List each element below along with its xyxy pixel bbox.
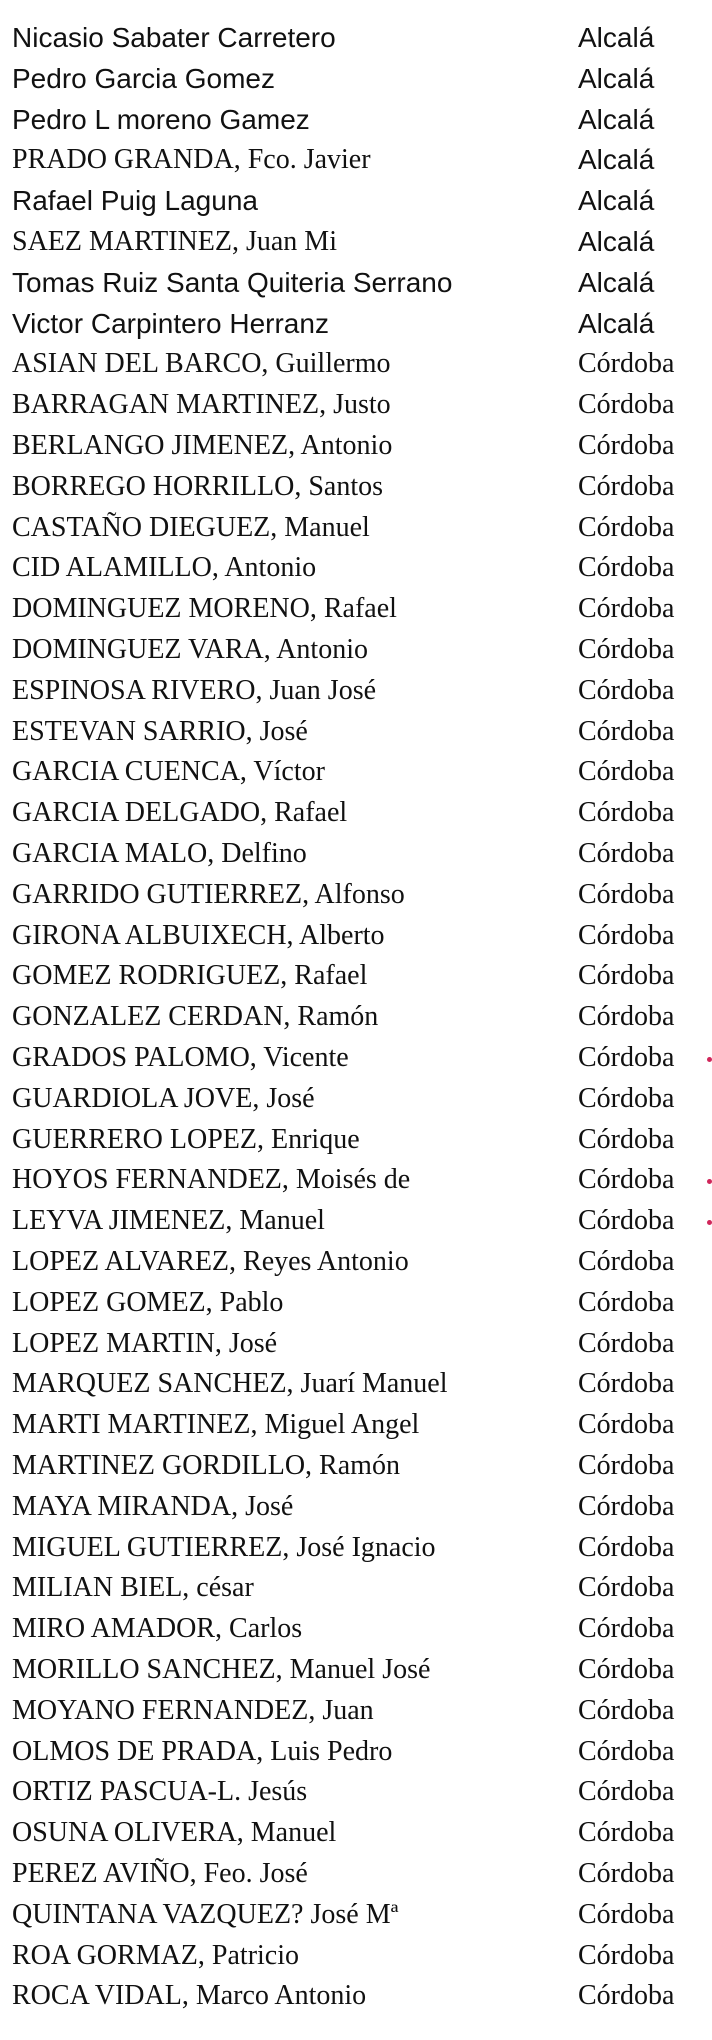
list-row [0, 263, 712, 303]
list-row [0, 1446, 712, 1486]
list-row [0, 1895, 712, 1935]
list-row [0, 1691, 712, 1731]
person-name: OSUNA OLIVERA, Manuel [12, 1817, 337, 1849]
list-row [0, 344, 712, 384]
city-name: Córdoba [578, 389, 675, 421]
list-row [0, 1038, 712, 1078]
person-name: MIGUEL GUTIERREZ, José Ignacio [12, 1531, 436, 1563]
list-row [0, 140, 712, 180]
city-name: Córdoba [578, 1531, 675, 1563]
list-row [0, 1120, 712, 1160]
list-row [0, 671, 712, 711]
person-name: GARCIA CUENCA, Víctor [12, 756, 325, 788]
person-name: GARCIA DELGADO, Rafael [12, 797, 348, 829]
city-name: Córdoba [578, 1205, 675, 1237]
city-name: Córdoba [578, 674, 675, 706]
list-row [0, 875, 712, 915]
list-row [0, 59, 712, 99]
person-name: MILIAN BIEL, césar [12, 1572, 254, 1604]
person-name: OLMOS DE PRADA, Luis Pedro [12, 1735, 393, 1767]
city-name: Alcalá [578, 62, 655, 94]
list-row [0, 956, 712, 996]
list-row [0, 304, 712, 344]
city-name: Alcalá [578, 266, 655, 298]
list-row [0, 834, 712, 874]
person-name: Pedro L moreno Gamez [12, 103, 310, 135]
person-name: CASTAÑO DIEGUEZ, Manuel [12, 511, 370, 543]
person-name: GUERRERO LOPEZ, Enrique [12, 1123, 360, 1155]
list-row [0, 1854, 712, 1894]
city-name: Alcalá [578, 226, 655, 257]
list-row [0, 712, 712, 752]
city-name: Córdoba [578, 960, 675, 992]
list-row [0, 1283, 712, 1323]
person-name: GARCIA MALO, Delfino [12, 838, 307, 869]
city-name: Córdoba [578, 1246, 675, 1277]
city-name: Córdoba [578, 552, 675, 584]
person-name: ESPINOSA RIVERO, Juan José [12, 674, 377, 706]
city-name: Córdoba [578, 1082, 675, 1114]
person-name: SAEZ MARTINEZ, Juan Mi [12, 226, 337, 257]
list-row [0, 1936, 712, 1976]
person-name: MARTI MARTINEZ, Miguel Angel [12, 1409, 420, 1441]
person-name: Victor Carpintero Herranz [12, 307, 329, 339]
city-name: Córdoba [578, 1694, 675, 1726]
city-name: Alcalá [578, 22, 655, 53]
city-name: Córdoba [578, 1409, 675, 1441]
city-name: Córdoba [578, 1450, 675, 1481]
city-name: Alcalá [578, 144, 655, 176]
list-row [0, 426, 712, 466]
city-name: Córdoba [578, 1939, 675, 1971]
city-name: Córdoba [578, 919, 675, 951]
person-name: ESTEVAN SARRIO, José [12, 715, 308, 747]
city-name: Córdoba [578, 1572, 675, 1604]
list-row [0, 1813, 712, 1853]
person-name: PEREZ AVIÑO, Feo. José [12, 1858, 308, 1889]
list-row [0, 18, 712, 58]
person-name: GIRONA ALBUIXECH, Alberto [12, 919, 385, 951]
city-name: Córdoba [578, 430, 675, 461]
city-name: Córdoba [578, 1327, 675, 1359]
person-name: DOMINGUEZ MORENO, Rafael [12, 593, 397, 625]
city-name: Córdoba [578, 1613, 675, 1645]
city-name: Córdoba [578, 1123, 675, 1155]
list-row [0, 1976, 712, 2016]
list-row [0, 1242, 712, 1282]
list-row [0, 1364, 712, 1404]
list-row [0, 100, 712, 140]
person-name: LOPEZ ALVAREZ, Reyes Antonio [12, 1246, 409, 1277]
city-name: Córdoba [578, 838, 675, 869]
list-row [0, 1568, 712, 1608]
city-name: Córdoba [578, 1042, 675, 1073]
city-name: Córdoba [578, 348, 675, 380]
city-name: Córdoba [578, 1654, 675, 1685]
person-name: CID ALAMILLO, Antonio [12, 552, 317, 584]
person-name: BARRAGAN MARTINEZ, Justo [12, 389, 391, 421]
city-name: Córdoba [578, 511, 675, 543]
city-name: Córdoba [578, 634, 675, 665]
city-name: Córdoba [578, 756, 675, 788]
person-name: GRADOS PALOMO, Vicente [12, 1042, 349, 1073]
city-name: Córdoba [578, 1817, 675, 1849]
person-name: Nicasio Sabater Carretero [12, 22, 336, 53]
city-name: Alcalá [578, 307, 655, 339]
list-row [0, 752, 712, 792]
list-row [0, 1528, 712, 1568]
person-name: ASIAN DEL BARCO, Guillermo [12, 348, 391, 380]
person-name: LOPEZ GOMEZ, Pablo [12, 1286, 284, 1318]
person-name: Tomas Ruiz Santa Quiteria Serrano [12, 266, 453, 298]
person-name: HOYOS FERNANDEZ, Moisés de [12, 1164, 411, 1196]
person-name: Rafael Puig Laguna [12, 185, 258, 217]
person-name: MAYA MIRANDA, José [12, 1490, 294, 1522]
person-name: MARTINEZ GORDILLO, Ramón [12, 1450, 400, 1481]
list-row [0, 793, 712, 833]
list-row [0, 548, 712, 588]
city-name: Córdoba [578, 1164, 675, 1196]
list-row [0, 1160, 712, 1200]
person-name: ROA GORMAZ, Patricio [12, 1939, 299, 1971]
city-name: Córdoba [578, 1286, 675, 1318]
list-row [0, 630, 712, 670]
pink-mark-dot [707, 1057, 712, 1062]
list-row [0, 1405, 712, 1445]
list-row [0, 467, 712, 507]
city-name: Córdoba [578, 1776, 675, 1808]
person-name: PRADO GRANDA, Fco. Javier [12, 144, 371, 176]
list-row [0, 1324, 712, 1364]
person-name: BORREGO HORRILLO, Santos [12, 470, 384, 502]
person-name: MOYANO FERNANDEZ, Juan [12, 1694, 374, 1726]
city-name: Córdoba [578, 1858, 675, 1889]
person-name: MORILLO SANCHEZ, Manuel José [12, 1654, 431, 1685]
city-name: Córdoba [578, 797, 675, 829]
person-name: ROCA VIDAL, Marco Antonio [12, 1980, 367, 2012]
list-row [0, 1079, 712, 1119]
list-row [0, 1609, 712, 1649]
pink-mark-dot [707, 1179, 712, 1184]
list-row [0, 589, 712, 629]
person-name: GARRIDO GUTIERREZ, Alfonso [12, 878, 405, 910]
city-name: Córdoba [578, 878, 675, 910]
city-name: Córdoba [578, 1980, 675, 2012]
person-name: Pedro Garcia Gomez [12, 62, 275, 94]
list-row [0, 1732, 712, 1772]
list-row [0, 1487, 712, 1527]
city-name: Córdoba [578, 715, 675, 747]
person-name: MIRO AMADOR, Carlos [12, 1613, 303, 1645]
list-row [0, 997, 712, 1037]
person-name: GONZALEZ CERDAN, Ramón [12, 1001, 379, 1033]
person-name: DOMINGUEZ VARA, Antonio [12, 634, 368, 665]
pink-mark-dot [707, 1220, 712, 1225]
city-name: Córdoba [578, 1898, 675, 1930]
list-row [0, 1650, 712, 1690]
list-row [0, 916, 712, 956]
list-row [0, 1772, 712, 1812]
city-name: Córdoba [578, 1735, 675, 1767]
city-name: Alcalá [578, 103, 655, 135]
city-name: Alcalá [578, 185, 655, 217]
person-name: BERLANGO JIMENEZ, Antonio [12, 430, 393, 461]
person-name: ORTIZ PASCUA-L. Jesús [12, 1776, 308, 1808]
list-row [0, 508, 712, 548]
list-row [0, 181, 712, 221]
list-row [0, 222, 712, 262]
city-name: Córdoba [578, 593, 675, 625]
city-name: Córdoba [578, 1001, 675, 1033]
city-name: Córdoba [578, 1368, 675, 1400]
person-name: LOPEZ MARTIN, José [12, 1327, 278, 1359]
person-name: GUARDIOLA JOVE, José [12, 1082, 315, 1114]
list-row [0, 385, 712, 425]
person-name: LEYVA JIMENEZ, Manuel [12, 1205, 325, 1237]
city-name: Córdoba [578, 470, 675, 502]
person-name: MARQUEZ SANCHEZ, Juarí Manuel [12, 1368, 448, 1400]
city-name: Córdoba [578, 1490, 675, 1522]
list-row [0, 1201, 712, 1241]
person-name: QUINTANA VAZQUEZ? José Mª [12, 1898, 399, 1930]
person-name: GOMEZ RODRIGUEZ, Rafael [12, 960, 368, 992]
